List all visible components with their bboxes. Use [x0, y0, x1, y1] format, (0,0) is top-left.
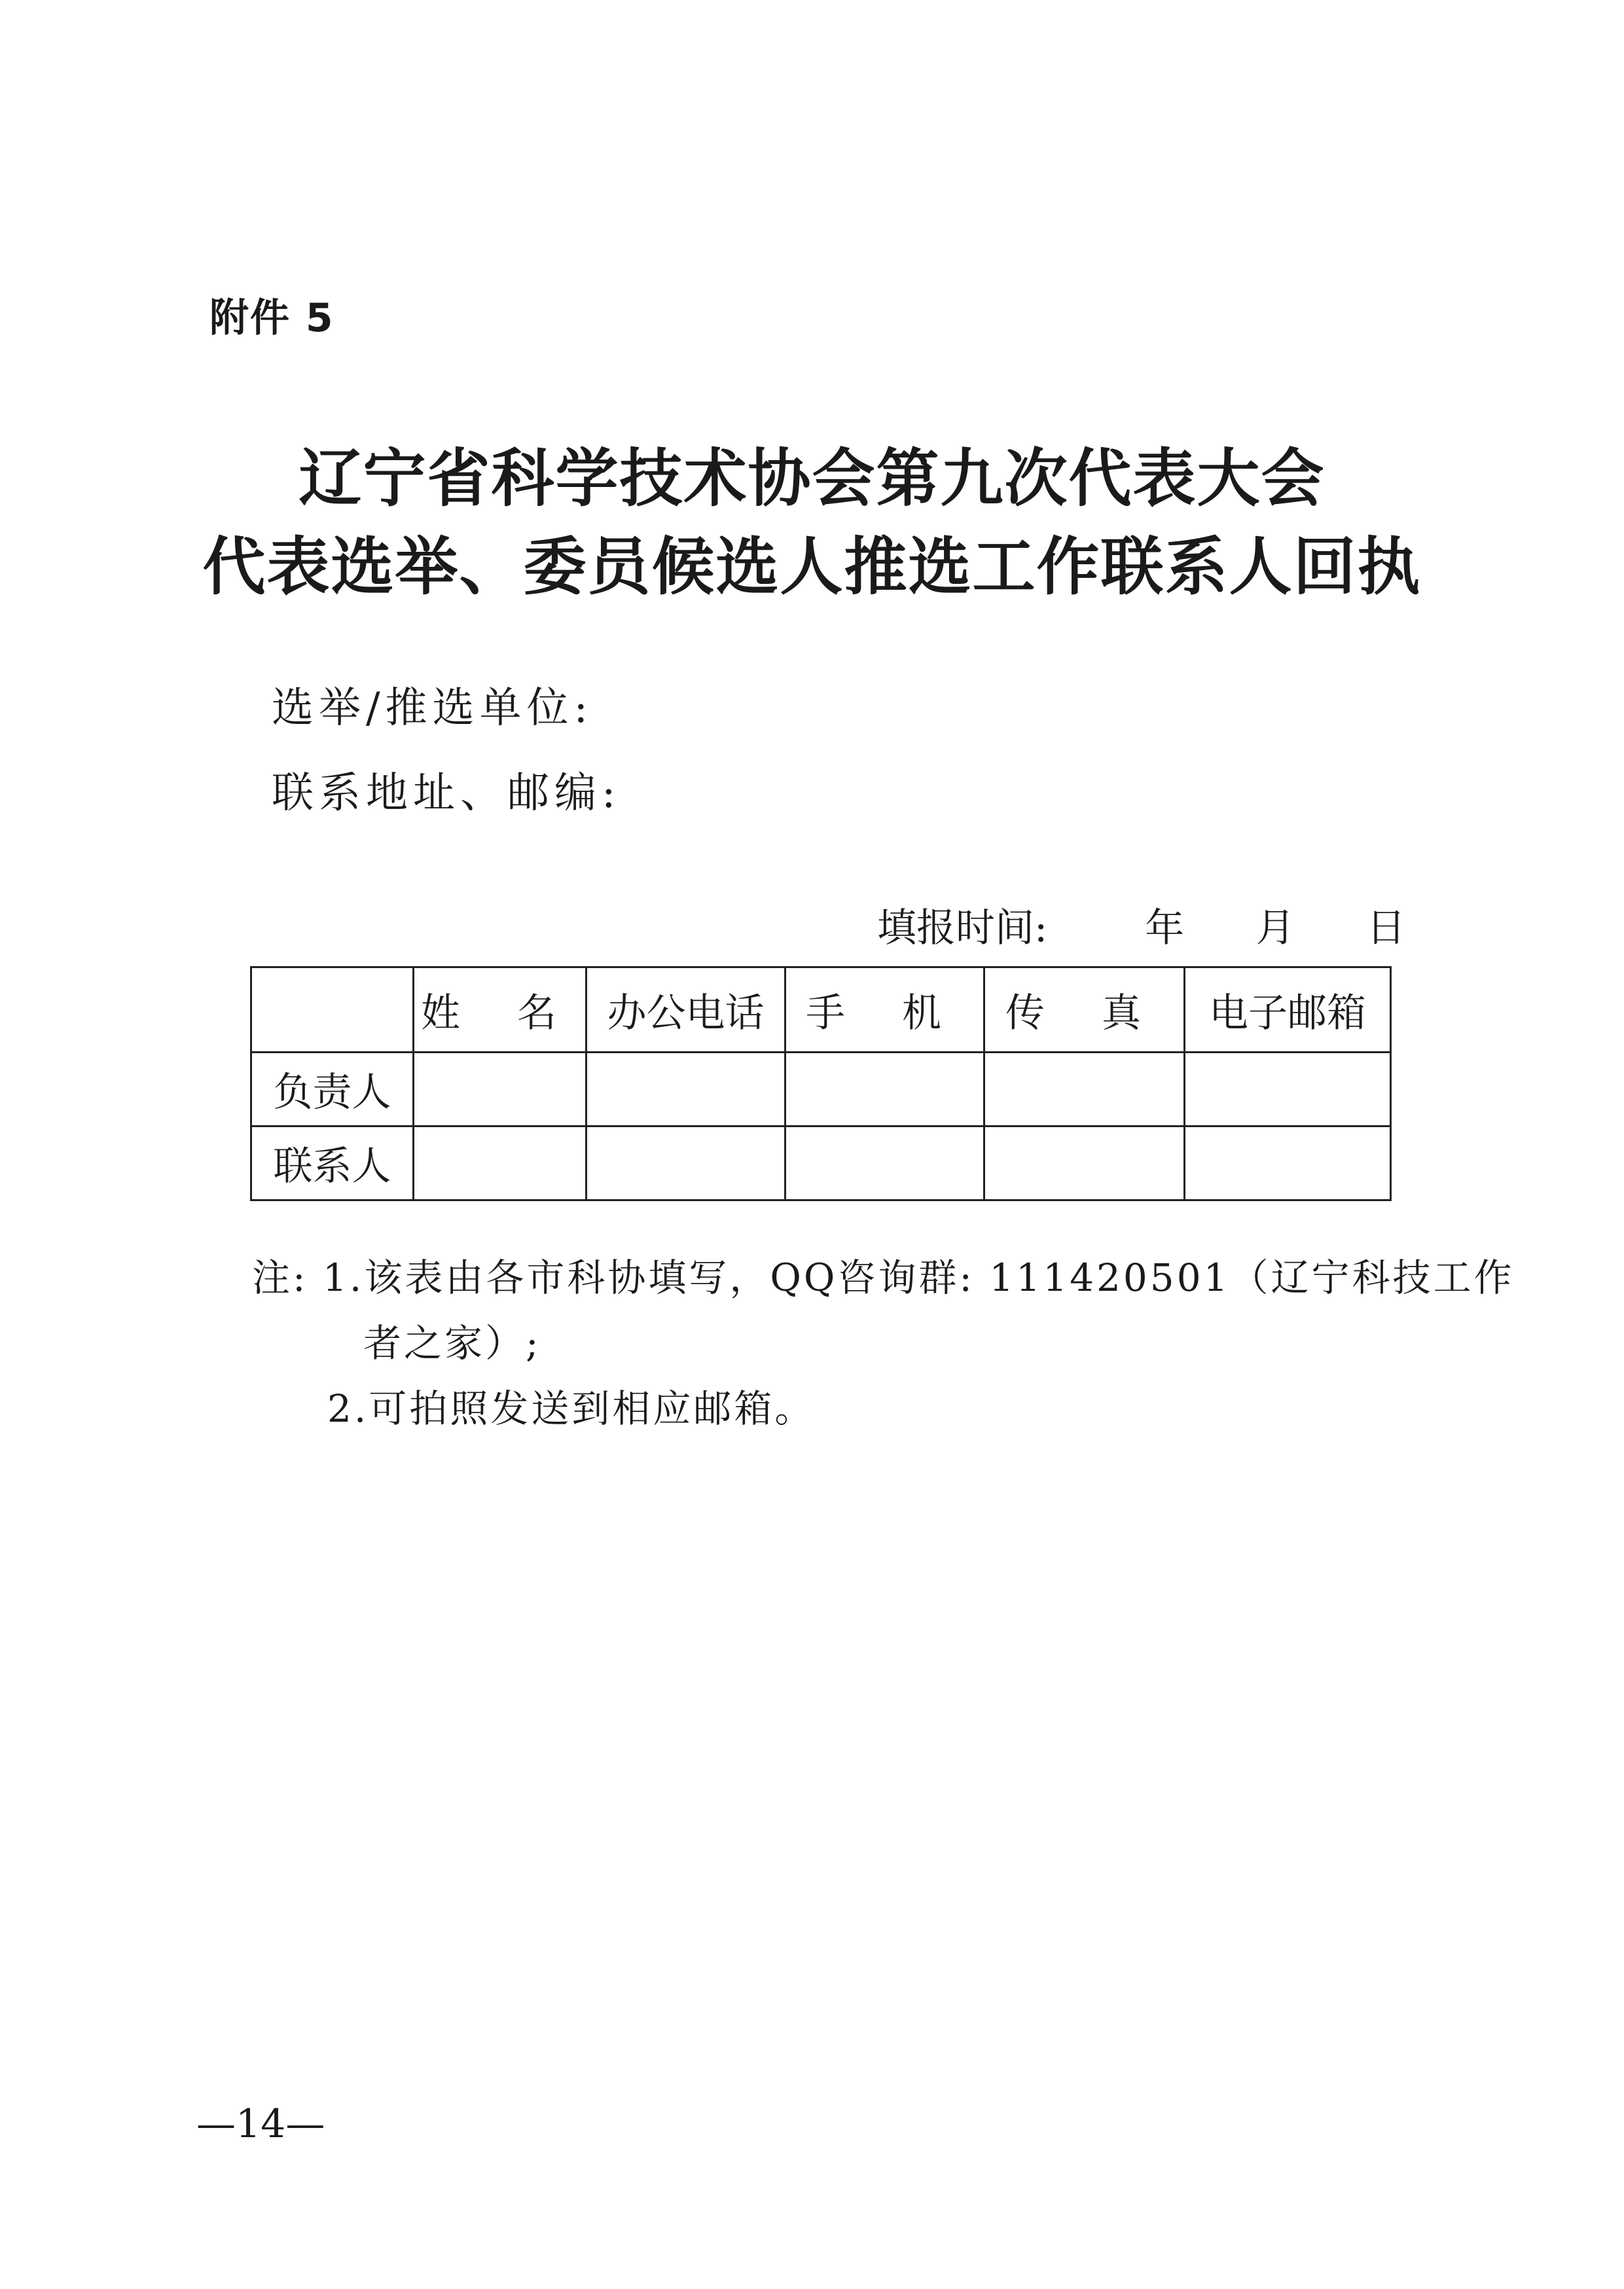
table-cell[interactable] [785, 1053, 984, 1126]
fill-date-day: 日 [1366, 905, 1406, 951]
table-cell[interactable] [785, 1126, 984, 1200]
row-label-responsible: 负责人 [251, 1053, 414, 1126]
header-email: 电子邮箱 [1185, 967, 1391, 1053]
document-title-line-2: 代表选举、委员候选人推选工作联系人回执 [202, 530, 1422, 604]
note-item-2: 2.可拍照发送到相应邮箱。 [327, 1386, 816, 1431]
table-cell[interactable] [414, 1053, 586, 1126]
attachment-label: 附件 5 [209, 295, 334, 341]
table-cell[interactable] [984, 1053, 1185, 1126]
election-unit-field: 选举/推选单位: [272, 684, 594, 732]
page-number: —14— [196, 2101, 325, 2147]
table-row [251, 1126, 1391, 1200]
table-header-corner [251, 967, 414, 1053]
table-cell[interactable] [984, 1126, 1185, 1200]
fill-date-line [877, 897, 1405, 953]
table-row [251, 1053, 1391, 1126]
table-cell[interactable] [1185, 1126, 1391, 1200]
note-item-1: 注: 1.该表由各市科协填写，QQ咨询群: 111420501（辽宁科技工作 [252, 1255, 1515, 1300]
header-office-phone: 办公电话 [586, 967, 785, 1053]
note-item-1-continuation: 者之家）; [363, 1321, 541, 1365]
fill-date-year: 年 [1145, 905, 1185, 951]
header-fax: 传 真 [984, 967, 1185, 1053]
table-cell[interactable] [586, 1126, 785, 1200]
row-label-contact: 联系人 [251, 1126, 414, 1200]
table-header-row [251, 967, 1391, 1053]
document-title-line-1: 辽宁省科学技术协会第九次代表大会 [298, 441, 1326, 515]
fill-date-month: 月 [1255, 905, 1295, 951]
fill-date-label: 填报时间: [877, 905, 1048, 951]
header-mobile: 手 机 [785, 967, 984, 1053]
contact-table [250, 966, 1392, 1201]
header-name: 姓 名 [414, 967, 586, 1053]
table-cell[interactable] [414, 1126, 586, 1200]
table-cell[interactable] [586, 1053, 785, 1126]
address-postcode-field: 联系地址、邮编: [272, 769, 621, 818]
table-cell[interactable] [1185, 1053, 1391, 1126]
